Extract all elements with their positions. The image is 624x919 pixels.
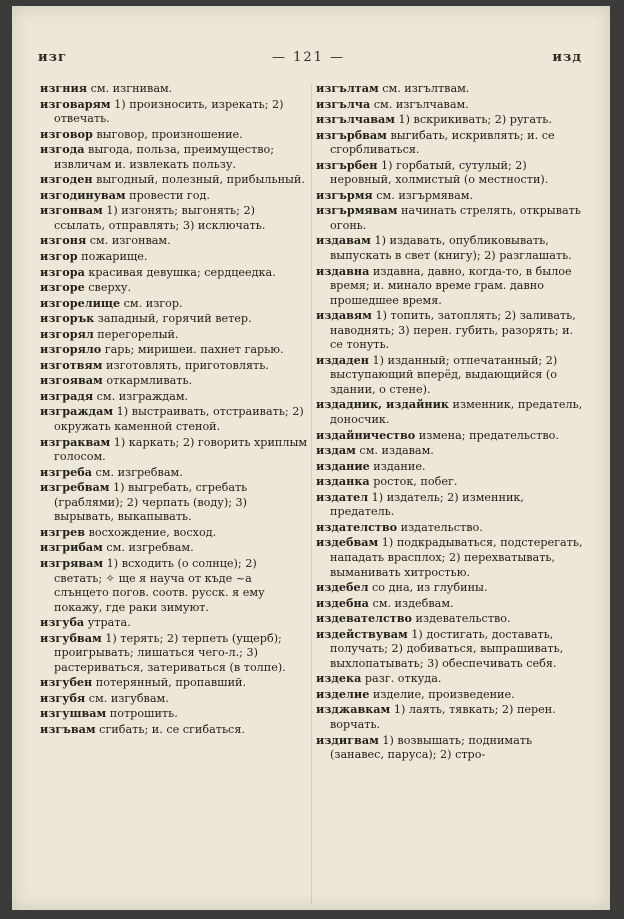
dictionary-entry xyxy=(40,480,308,525)
entry-headword: изгрев xyxy=(40,524,86,539)
entry-headword: издевателство xyxy=(316,611,412,626)
entry-headword: изгрибам xyxy=(40,540,103,555)
dictionary-entry xyxy=(316,128,588,158)
entry-headword: изгърбвам xyxy=(316,127,387,142)
dictionary-page xyxy=(12,6,610,910)
right-column xyxy=(316,81,588,763)
entry-definition: 1) всходить (о солнце); 2) светать; ✧ ще я науча от къде ~а слънцето погов. соотв. русск. я ему покажу, где раки зимуют. xyxy=(54,556,265,614)
dictionary-entry xyxy=(40,280,308,296)
dictionary-entry xyxy=(40,631,308,676)
dictionary-entry xyxy=(316,687,588,703)
entry-definition: сверху. xyxy=(84,281,132,295)
dictionary-entry xyxy=(316,233,588,263)
entry-definition: 1) достигать, доставать, получать; 2) добиваться, выпрашивать, выхлопатывать; 3) обеспечивать себя. xyxy=(330,627,564,670)
page-header xyxy=(12,50,610,70)
entry-definition: 1) возвышать; поднимать (занавес, паруса); 2) стро- xyxy=(330,733,533,762)
left-column xyxy=(40,81,308,738)
dictionary-entry xyxy=(40,556,308,615)
entry-headword: изгърмявам xyxy=(316,203,398,218)
entry-definition: измена; предательство. xyxy=(415,428,559,442)
entry-definition: утрата. xyxy=(84,616,131,630)
entry-headword: изгодинувам xyxy=(40,187,126,202)
dictionary-entry xyxy=(40,203,308,233)
dictionary-entry xyxy=(40,722,308,738)
entry-definition: потерянный, пропавший. xyxy=(92,676,247,690)
entry-headword: издигвам xyxy=(316,732,379,747)
entry-headword: издебел xyxy=(316,580,369,595)
entry-definition: см. изгонвам. xyxy=(86,234,171,248)
dictionary-entry xyxy=(316,443,588,459)
dictionary-entry xyxy=(316,611,588,627)
dictionary-entry xyxy=(316,264,588,309)
dictionary-entry xyxy=(316,596,588,612)
dictionary-entry xyxy=(316,459,588,475)
entry-definition: 1) лаять, тявкать; 2) перен. ворчать. xyxy=(330,703,556,731)
header-right-guideword: изд xyxy=(552,50,582,65)
dictionary-entry xyxy=(40,675,308,691)
entry-headword: издаден xyxy=(316,352,369,367)
entry-headword: изграждам xyxy=(40,404,114,419)
entry-definition: выгибать, искривлять; и. се сгорбливаться. xyxy=(330,128,555,157)
entry-definition: 1) терять; 2) терпеть (ущерб); проигрывать; лишаться чего-л.; 3) растериваться, затериваться (в толпе). xyxy=(54,631,286,674)
entry-headword: изградя xyxy=(40,388,94,403)
entry-definition: выгода, польза, преимущество; извличам и. извлекать пользу. xyxy=(54,143,275,171)
dictionary-entry xyxy=(40,142,308,172)
entry-headword: изгорелище xyxy=(40,295,121,310)
entry-headword: издавам xyxy=(316,233,371,248)
dictionary-entry xyxy=(316,308,588,353)
dictionary-entry xyxy=(40,311,308,327)
entry-headword: издадник, издайник xyxy=(316,397,449,412)
entry-definition: потрошить. xyxy=(106,707,178,721)
entry-headword: издебвам xyxy=(316,535,379,550)
dictionary-entry xyxy=(40,691,308,707)
entry-definition: 1) выгребать, сгребать (граблями); 2) черпать (воду); 3) вырывать, выкапывать. xyxy=(54,481,248,524)
entry-definition: росток, побег. xyxy=(369,475,458,489)
dictionary-entry xyxy=(316,671,588,687)
entry-definition: 1) изданный; отпечатанный; 2) выступающий вперёд, выдающийся (о здании, о стене). xyxy=(330,353,558,396)
dictionary-entry xyxy=(40,540,308,556)
entry-definition: издательство. xyxy=(397,520,483,534)
entry-headword: изгушвам xyxy=(40,706,107,721)
entry-definition: см. изгребвам. xyxy=(91,465,183,479)
dictionary-entry xyxy=(316,112,588,128)
entry-headword: изгребвам xyxy=(40,480,110,495)
entry-headword: изделие xyxy=(316,686,370,701)
entry-headword: издавна xyxy=(316,263,370,278)
dictionary-entry xyxy=(40,172,308,188)
entry-headword: изгорък xyxy=(40,311,95,326)
entry-definition: со дна, из глубины. xyxy=(368,581,488,595)
entry-headword: изданка xyxy=(316,474,370,489)
dictionary-entry xyxy=(316,474,588,490)
dictionary-entry xyxy=(40,188,308,204)
dictionary-entry xyxy=(40,296,308,312)
entry-headword: изгубя xyxy=(40,690,86,705)
entry-definition: откармливать. xyxy=(102,374,193,388)
dictionary-entry xyxy=(40,249,308,265)
dictionary-entry xyxy=(40,435,308,465)
dictionary-entry xyxy=(40,465,308,481)
dictionary-entry xyxy=(316,535,588,580)
entry-definition: издавна, давно, когда-то, в былое время; и. минало време грам. давно прошедшее время. xyxy=(330,264,572,307)
entry-headword: изгърбен xyxy=(316,157,378,172)
entry-headword: изговарям xyxy=(40,96,111,111)
entry-definition: разг. откуда. xyxy=(361,672,442,686)
entry-definition: красивая девушка; сердцеедка. xyxy=(84,265,276,279)
dictionary-entry xyxy=(316,81,588,97)
entry-headword: изджавкам xyxy=(316,702,391,717)
dictionary-entry xyxy=(316,428,588,444)
entry-definition: гарь; миришеи. пахнет гарью. xyxy=(101,343,284,357)
entry-headword: изговор xyxy=(40,126,93,141)
entry-definition: см. изгнивам. xyxy=(87,82,173,95)
dictionary-entry xyxy=(40,373,308,389)
entry-definition: см. издавам. xyxy=(355,444,434,458)
entry-headword: изгода xyxy=(40,142,85,157)
header-left-guideword: изг xyxy=(38,50,67,65)
entry-definition: восхождение, восход. xyxy=(85,525,217,539)
dictionary-entry xyxy=(316,203,588,233)
entry-definition: изменник, предатель, доносчик. xyxy=(330,398,583,427)
page-number: — 121 — xyxy=(272,50,346,65)
entry-headword: изгоявам xyxy=(40,373,103,388)
entry-definition: см. изгор. xyxy=(120,296,183,310)
entry-definition: 1) горбатый, сутулый; 2) неровный, холмистый (о местности). xyxy=(330,158,549,187)
entry-headword: изгоре xyxy=(40,280,85,295)
dictionary-entry xyxy=(40,615,308,631)
dictionary-entry xyxy=(40,389,308,405)
entry-headword: издателство xyxy=(316,519,398,534)
entry-headword: изгния xyxy=(40,81,88,95)
entry-definition: изготовлять, приготовлять. xyxy=(102,358,269,372)
entry-definition: выгодный, полезный, прибыльный. xyxy=(92,173,305,187)
entry-definition: см. изгърмявам. xyxy=(372,188,474,202)
entry-definition: выговор, произношение. xyxy=(92,127,243,141)
entry-headword: изгубен xyxy=(40,675,93,690)
entry-headword: изгълча xyxy=(316,96,371,111)
entry-definition: изделие, произведение. xyxy=(369,687,515,701)
dictionary-entry xyxy=(316,490,588,520)
entry-definition: см. изгубвам. xyxy=(85,691,169,705)
dictionary-entry xyxy=(316,733,588,763)
entry-definition: начинать стрелять, открывать огонь. xyxy=(330,204,581,232)
entry-headword: изгъвам xyxy=(40,721,96,736)
entry-headword: издание xyxy=(316,458,370,473)
entry-headword: изграквам xyxy=(40,434,111,449)
entry-definition: 1) топить, затоплять; 2) заливать, наводнять; 3) перен. губить, разорять; и. се тонуть. xyxy=(330,309,576,352)
entry-headword: изгрявам xyxy=(40,555,104,570)
dictionary-entry xyxy=(40,358,308,374)
entry-headword: издайничество xyxy=(316,427,416,442)
entry-headword: издека xyxy=(316,671,362,686)
entry-definition: 1) издатель; 2) изменник, предатель. xyxy=(330,490,524,519)
entry-definition: пожарище. xyxy=(77,250,148,264)
entry-headword: издебна xyxy=(316,595,369,610)
entry-headword: изгоряло xyxy=(40,342,102,357)
dictionary-entry xyxy=(40,265,308,281)
entry-headword: изгърмя xyxy=(316,187,373,202)
dictionary-entry xyxy=(40,127,308,143)
entry-definition: издевательство. xyxy=(411,612,511,626)
entry-headword: изгълчавам xyxy=(316,112,395,127)
entry-headword: изгълтам xyxy=(316,81,379,95)
entry-headword: изгорял xyxy=(40,326,94,341)
entry-headword: издател xyxy=(316,489,369,504)
entry-headword: изгор xyxy=(40,249,78,264)
entry-definition: 1) подкрадываться, подстерегать, нападать врасплох; 2) перехватывать, выманивать хитростью. xyxy=(330,536,583,579)
entry-headword: изгуба xyxy=(40,615,85,630)
entry-definition: 1) издавать, опубликовывать, выпускать в свет (книгу); 2) разглашать. xyxy=(330,234,572,263)
entry-definition: см. изгребвам. xyxy=(102,541,194,555)
entry-definition: 1) каркать; 2) говорить хриплым голосом. xyxy=(54,435,308,464)
dictionary-entry xyxy=(40,233,308,249)
dictionary-entry xyxy=(40,327,308,343)
entry-definition: издание. xyxy=(369,459,426,473)
entry-headword: изготвям xyxy=(40,357,103,372)
dictionary-entry xyxy=(40,342,308,358)
entry-definition: перегорелый. xyxy=(93,327,179,341)
dictionary-entry xyxy=(316,397,588,427)
entry-headword: изгреба xyxy=(40,464,92,479)
entry-definition: 1) изгонять; выгонять; 2) ссылать, отправлять; 3) исключать. xyxy=(54,204,266,232)
dictionary-entry xyxy=(40,525,308,541)
dictionary-entry xyxy=(316,97,588,113)
entry-headword: издам xyxy=(316,443,356,458)
entry-definition: см. изграждам. xyxy=(93,389,189,403)
dictionary-entry xyxy=(316,627,588,672)
dictionary-entry xyxy=(316,188,588,204)
entry-definition: западный, горячий ветер. xyxy=(94,312,252,326)
entry-headword: изгора xyxy=(40,264,85,279)
dictionary-entry xyxy=(40,404,308,434)
entry-headword: изгубвам xyxy=(40,630,102,645)
dictionary-entry xyxy=(316,520,588,536)
dictionary-entry xyxy=(316,158,588,188)
entry-definition: 1) произносить, изрекать; 2) отвечать. xyxy=(54,97,284,126)
dictionary-entry xyxy=(40,706,308,722)
entry-definition: 1) выстраивать, отстраивать; 2) окружать каменной стеной. xyxy=(54,405,304,434)
entry-definition: провести год. xyxy=(125,188,210,202)
entry-headword: изгоден xyxy=(40,172,93,187)
dictionary-entry xyxy=(316,353,588,398)
dictionary-entry xyxy=(316,580,588,596)
entry-headword: издействувам xyxy=(316,626,408,641)
entry-definition: см. изгълтвам. xyxy=(378,82,470,95)
entry-definition: 1) вскрикивать; 2) ругать. xyxy=(394,113,552,127)
dictionary-entry xyxy=(316,702,588,732)
entry-headword: издавям xyxy=(316,308,372,323)
entry-definition: сгибать; и. се сгибаться. xyxy=(95,722,245,736)
entry-headword: изгонвам xyxy=(40,203,103,218)
dictionary-entry xyxy=(40,81,308,97)
dictionary-entry xyxy=(40,97,308,127)
entry-definition: см. изгълчавам. xyxy=(370,97,469,111)
entry-definition: см. издебвам. xyxy=(368,596,454,610)
column-divider xyxy=(311,84,312,904)
entry-headword: изгоня xyxy=(40,233,87,248)
